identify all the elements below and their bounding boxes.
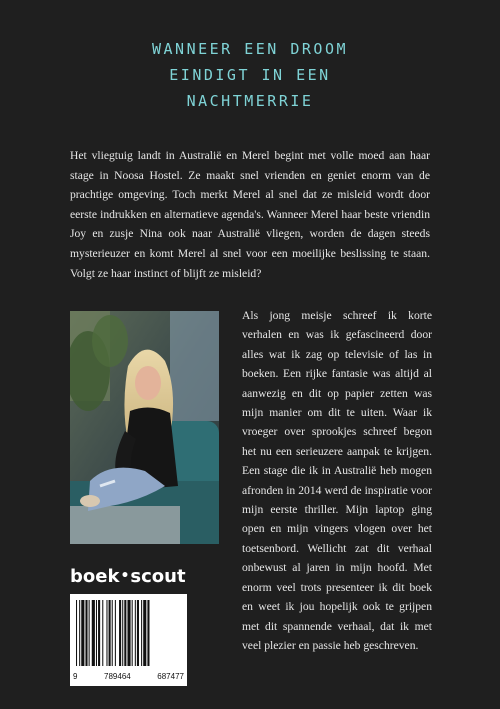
barcode-bars <box>70 594 187 672</box>
barcode-number <box>73 672 184 681</box>
publisher-logo-part1: boek <box>70 566 120 587</box>
isbn-barcode <box>70 594 187 686</box>
tagline-line-1: WANNEER EEN DROOM <box>151 40 349 58</box>
book-blurb: Het vliegtuig landt in Australië en Merel begint met volle moed aan haar stage in Noosa Hostel. Ze maakt snel vrienden en geniet enorm van de prachtige omgeving. Toch merkt Merel al snel dat ze misleid wordt door eerste indrukken en alternatieve agenda's. Wanneer Merel haar beste vriendin Joy en zusje Nina ook naar Australië vliegen, worden de dagen steeds mysterieuzer en komt Merel al snel voor een moeilijke beslissing te staan. Volgt ze haar instinct of blijft ze misleid? <box>70 149 430 280</box>
publisher-logo-dot: • <box>120 568 130 584</box>
tagline <box>0 36 500 114</box>
publisher-logo-part2: scout <box>130 566 186 587</box>
barcode-group-1: 789464 <box>104 672 131 681</box>
publisher-logo <box>70 566 186 587</box>
barcode-digit-1: 9 <box>73 672 78 681</box>
barcode-group-2: 687477 <box>157 672 184 681</box>
author-photo <box>70 311 219 544</box>
tagline-line-3: NACHTMERRIE <box>186 92 314 110</box>
author-bio: Als jong meisje schreef ik korte verhalen en was ik gefascineerd door alles wat ik zag op televisie of las in boeken. Een rijke fantasie was altijd al aanwezig en dit op papier zetten was mijn manier om dit te uiten. Waar ik vroeger over sprookjes schreef begon het nu een serieuzere aanpak te krijgen. Een stage die ik in Australië heb mogen afronden in 2014 werd de inspiratie voor mijn eerste thriller. Mijn laptop ging open en mijn vingers vlogen over het toetsenbord. Wellicht zat dit verhaal onbewust al jaren in mijn hoofd. Met enorm veel trots presenteer ik dit boek en weet ik jou hopelijk ook te grijpen met dit spannende verhaal, dat ik met veel plezier en passie heb geschreven. <box>242 309 432 652</box>
tagline-line-2: EINDIGT IN EEN <box>169 66 331 84</box>
